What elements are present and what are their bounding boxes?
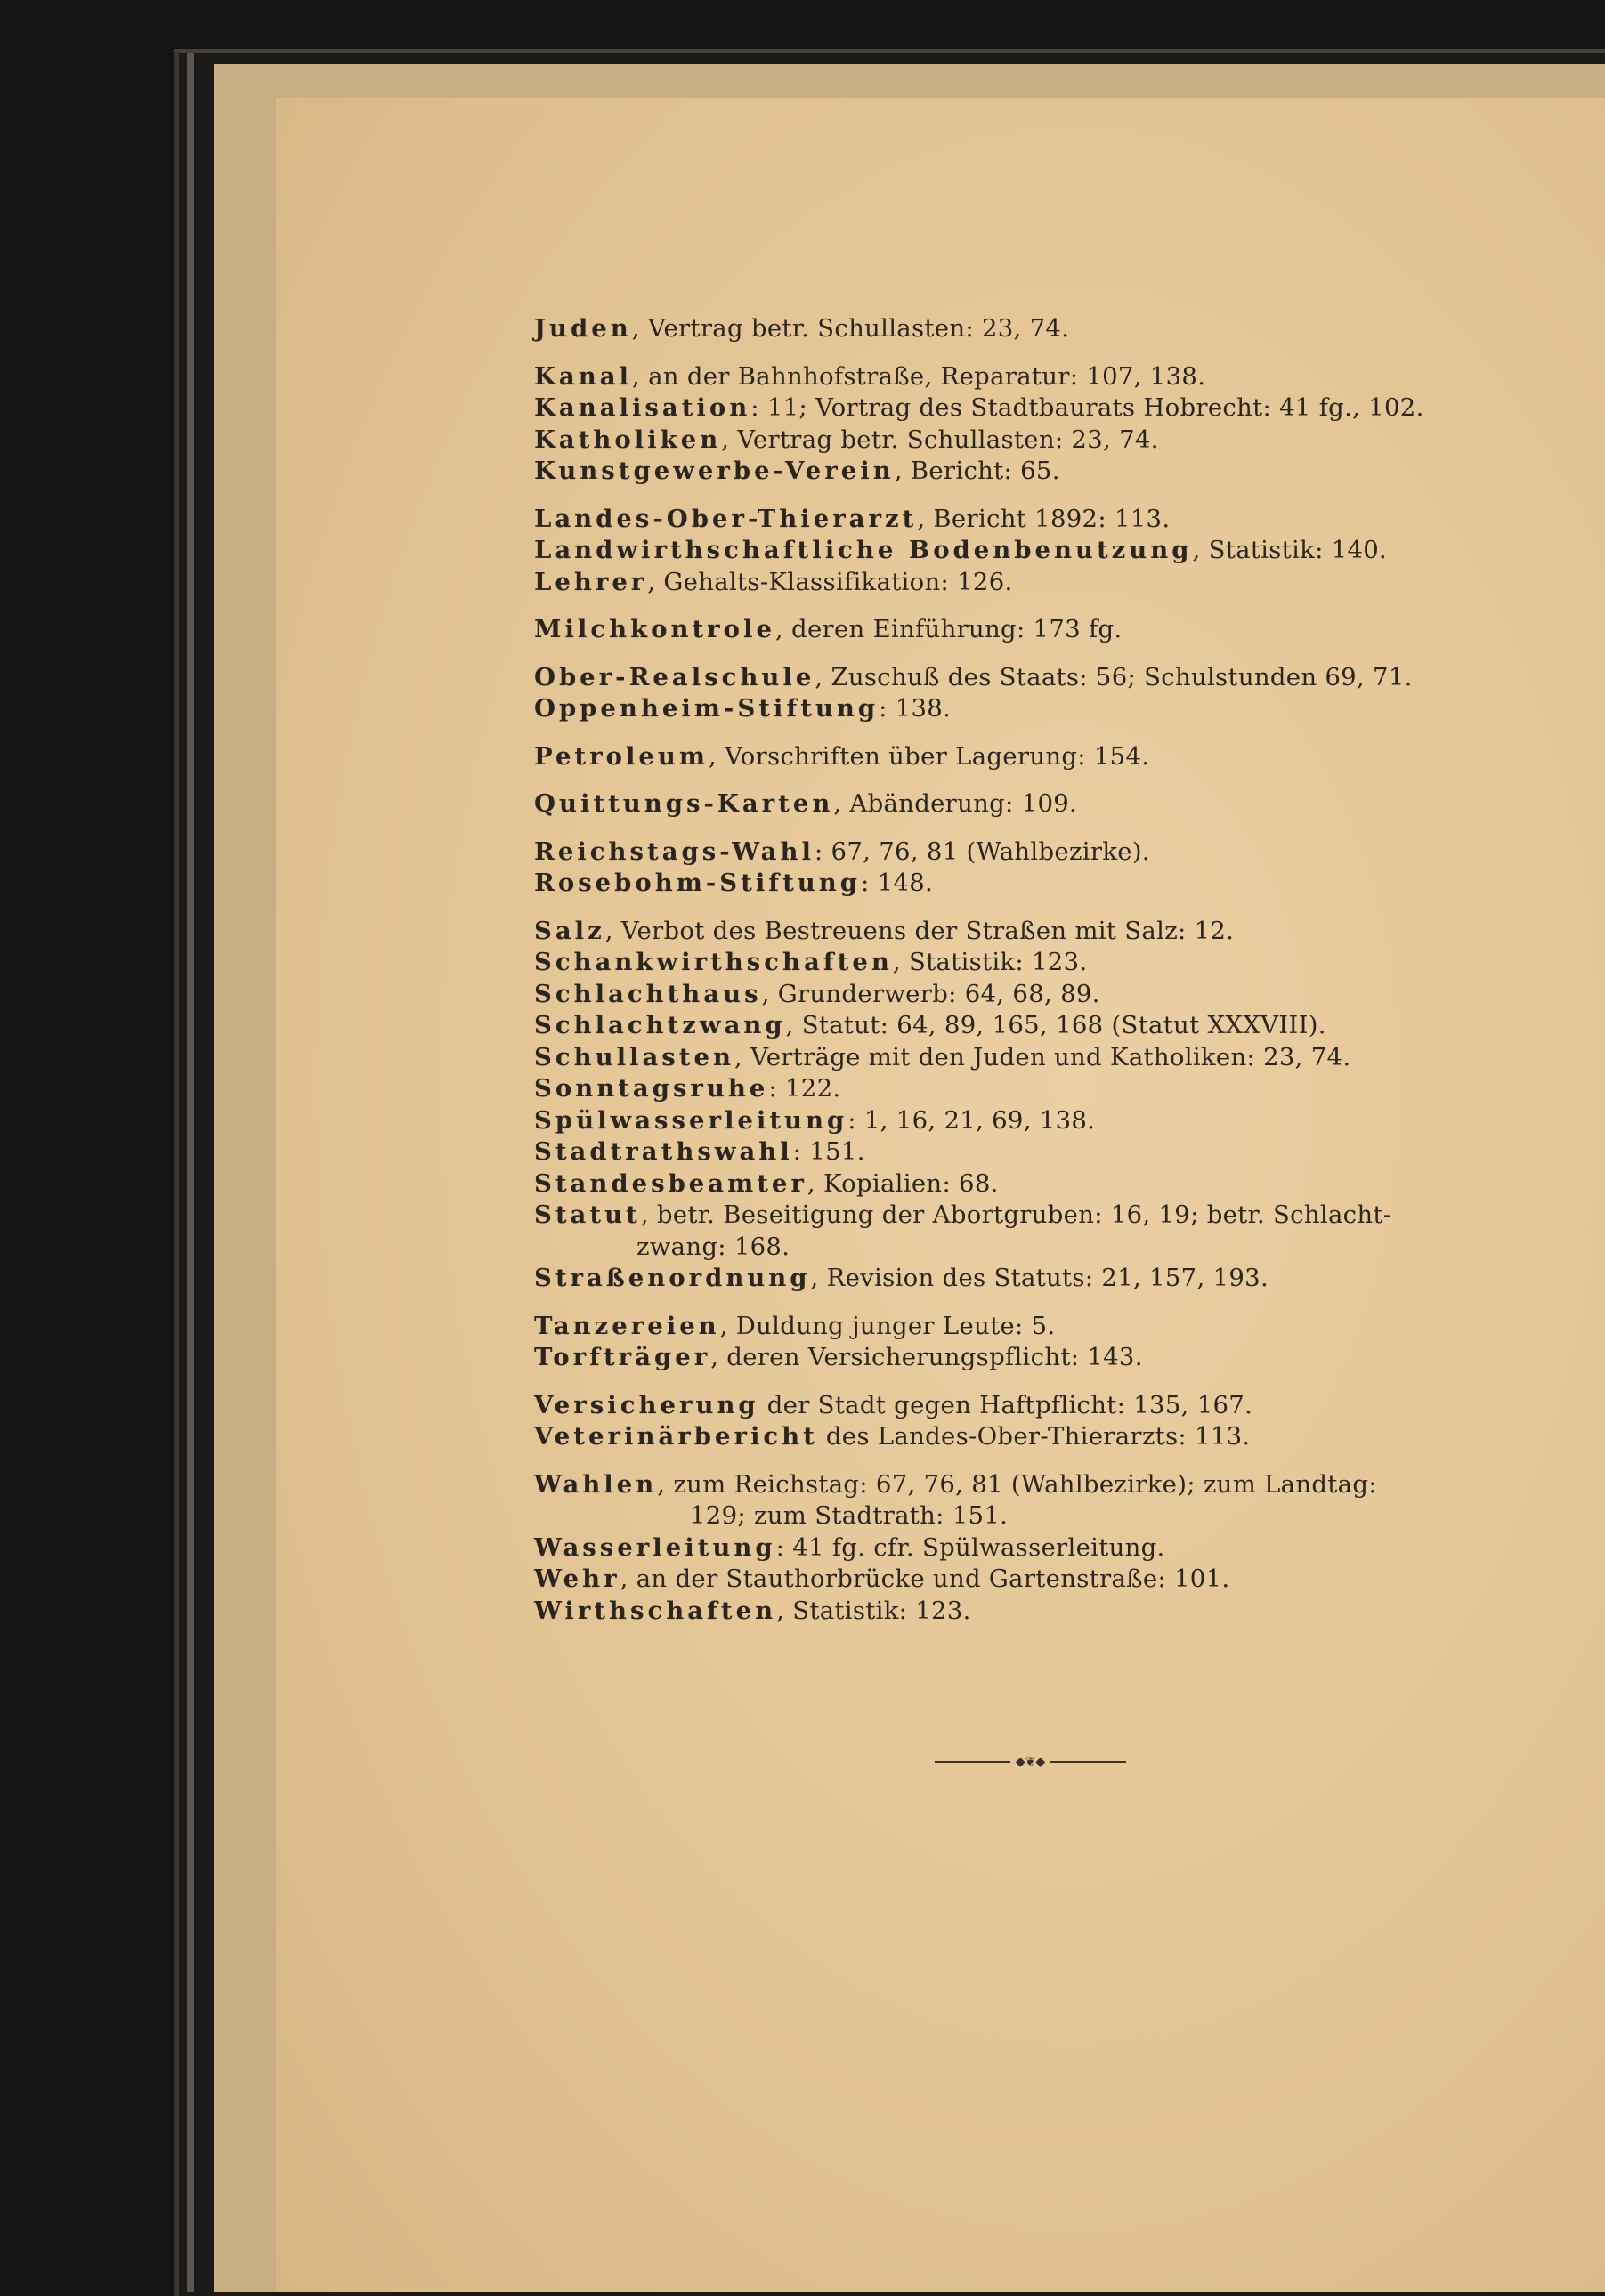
entry-head: Standesbeamter — [534, 1168, 807, 1198]
entry-text: der Stadt gegen Haftpflicht: 135, 167. — [766, 1390, 1253, 1419]
index-entry: Kanal, an der Bahnhofstraße, Reparatur: 107, 138. — [534, 361, 1206, 391]
entry-text: Bericht 1892: 113. — [933, 504, 1171, 533]
index-list — [534, 313, 1522, 1643]
entry-head: Wirthschaften — [534, 1596, 777, 1625]
entry-head: Schankwirthschaften — [534, 948, 893, 976]
index-group-j — [534, 313, 1522, 345]
entry-head: Schullasten — [534, 1042, 734, 1071]
entry-head: Tanzereien — [534, 1311, 720, 1340]
entry-text: betr. Beseitigung der Abortgruben: 16, 19; betr. Schlacht- — [656, 1201, 1392, 1229]
index-group-r — [534, 837, 1522, 900]
index-group-k — [534, 361, 1522, 488]
entry-head: Katholiken — [534, 424, 722, 454]
entry-head: Landes-Ober-Thierarzt — [534, 504, 918, 533]
entry-head: Kanal — [534, 361, 632, 391]
index-entry: Sonntagsruhe: 122. — [534, 1074, 841, 1103]
entry-head: Spülwasserleitung — [534, 1105, 848, 1135]
entry-text: deren Einführung: 173 fg. — [791, 615, 1123, 643]
entry-head: Kunstgewerbe-Verein — [534, 457, 895, 485]
ornament-rule-right — [1050, 1761, 1126, 1763]
entry-head: Wasserleitung — [534, 1532, 776, 1562]
index-group-m — [534, 614, 1522, 646]
entry-text: des Landes-Ober-Thierarzts: 113. — [825, 1422, 1251, 1451]
index-entry: Statut, betr. Beseitigung der Abortgruben: 16, 19; betr. Schlacht- zwang: 168. — [534, 1200, 1522, 1263]
entry-text: 67, 76, 81 (Wahlbezirke). — [831, 837, 1150, 866]
entry-head: Salz — [534, 916, 605, 945]
entry-text: Vorschriften über Lagerung: 154. — [725, 741, 1150, 771]
index-entry: Wahlen, zum Reichstag: 67, 76, 81 (Wahlbezirke); zum Landtag: 129; zum Stadtrath: 151. — [534, 1469, 1522, 1532]
index-entry: Ober-Realschule, Zuschuß des Staats: 56; Schulstunden 69, 71. — [534, 662, 1413, 691]
index-entry: Torfträger, deren Versicherungspflicht: 143. — [534, 1343, 1143, 1371]
entry-text: Verbot des Bestreuens der Straßen mit Salz: 12. — [620, 916, 1235, 945]
ornament-glyph: ◆❦◆ — [1015, 1755, 1046, 1769]
entry-text: Gehalts-Klassifikation: 126. — [663, 567, 1013, 596]
entry-head: Wahlen — [534, 1469, 658, 1499]
index-entry: Wirthschaften, Statistik: 123. — [534, 1596, 971, 1625]
index-entry: Rosebohm-Stiftung: 148. — [534, 869, 934, 897]
index-entry: Oppenheim-Stiftung: 138. — [534, 694, 952, 723]
entry-head: Wehr — [534, 1564, 620, 1593]
entry-head: Rosebohm-Stiftung — [534, 869, 862, 897]
index-entry: Wehr, an der Stauthorbrücke und Gartenstraße: 101. — [534, 1564, 1230, 1593]
index-group-w — [534, 1469, 1522, 1628]
entry-continuation: 129; zum Stadtrath: 151. — [690, 1501, 1009, 1530]
entry-text: an der Stauthorbrücke und Gartenstraße: 101. — [636, 1564, 1230, 1593]
index-entry: Salz, Verbot des Bestreuens der Straßen mit Salz: 12. — [534, 916, 1235, 945]
index-entry: Tanzereien, Duldung junger Leute: 5. — [534, 1311, 1056, 1340]
entry-text: Verträge mit den Juden und Katholiken: 23, 74. — [750, 1042, 1351, 1071]
end-ornament — [935, 1753, 1126, 1771]
entry-text: 151. — [809, 1137, 865, 1166]
entry-head: Versicherung — [534, 1390, 759, 1419]
entry-head: Torfträger — [534, 1343, 711, 1371]
entry-text: Revision des Statuts: 21, 157, 193. — [826, 1264, 1269, 1292]
entry-text: zum Reichstag: 67, 76, 81 (Wahlbezirke); zum Landtag: — [673, 1469, 1377, 1499]
index-entry — [534, 1390, 1522, 1422]
index-entry: Schullasten, Verträge mit den Juden und Katholiken: 23, 74. — [534, 1042, 1351, 1071]
entry-text: 1, 16, 21, 69, 138. — [863, 1105, 1096, 1135]
entry-text: 11; Vortrag des Stadtbaurats Hobrecht: 41 fg., 102. — [766, 393, 1424, 422]
entry-continuation: zwang: 168. — [636, 1232, 790, 1261]
entry-text: Vertrag betr. Schullasten: 23, 74. — [647, 314, 1070, 343]
index-group-p — [534, 741, 1522, 773]
entry-text: Zuschuß des Staats: 56; Schulstunden 69, 71. — [831, 662, 1413, 691]
entry-head: Straßenordnung — [534, 1264, 811, 1292]
index-entry: Standesbeamter, Kopialien: 68. — [534, 1168, 999, 1198]
index-entry: Landes-Ober-Thierarzt, Bericht 1892: 113. — [534, 504, 1171, 533]
entry-head: Petroleum — [534, 741, 709, 771]
index-group-v — [534, 1390, 1522, 1453]
entry-head: Statut — [534, 1201, 641, 1229]
entry-head: Lehrer — [534, 567, 648, 596]
entry-text: an der Bahnhofstraße, Reparatur: 107, 138. — [648, 361, 1206, 391]
entry-head: Landwirthschaftliche Bodenbenutzung — [534, 536, 1193, 564]
entry-text: Bericht: 65. — [910, 457, 1060, 485]
index-entry: Schlachthaus, Grunderwerb: 64, 68, 89. — [534, 979, 1100, 1008]
index-group-l — [534, 504, 1522, 599]
entry-head: Milchkontrole — [534, 615, 775, 643]
index-entry — [534, 1421, 1522, 1453]
cover-edge — [187, 53, 194, 2292]
entry-text: Statut: 64, 89, 165, 168 (Statut XXXVIII). — [801, 1011, 1326, 1039]
index-group-s — [534, 916, 1522, 1295]
entry-text: Statistik: 123. — [908, 948, 1088, 976]
ornament-rule-left — [935, 1761, 1010, 1763]
index-entry: Reichstags-Wahl: 67, 76, 81 (Wahlbezirke). — [534, 837, 1150, 866]
entry-text: Vertrag betr. Schullasten: 23, 74. — [737, 424, 1159, 454]
index-entry: Schlachtzwang, Statut: 64, 89, 165, 168 (Statut XXXVIII). — [534, 1011, 1326, 1039]
index-entry: Juden, Vertrag betr. Schullasten: 23, 74. — [534, 314, 1070, 343]
entry-text: 41 fg. cfr. Spülwasserleitung. — [792, 1532, 1165, 1562]
index-entry: Wasserleitung: 41 fg. cfr. Spülwasserleitung. — [534, 1532, 1165, 1562]
entry-text: 148. — [877, 869, 934, 897]
index-entry: Landwirthschaftliche Bodenbenutzung, Statistik: 140. — [534, 536, 1388, 564]
index-entry: Straßenordnung, Revision des Statuts: 21, 157, 193. — [534, 1264, 1269, 1292]
index-entry: Stadtrathswahl: 151. — [534, 1137, 865, 1166]
entry-head: Reichstags-Wahl — [534, 837, 815, 866]
index-entry: Katholiken, Vertrag betr. Schullasten: 23, 74. — [534, 424, 1159, 454]
entry-head: Veterinärbericht — [534, 1422, 818, 1451]
index-group-q — [534, 788, 1522, 821]
index-entry: Kanalisation: 11; Vortrag des Stadtbaurats Hobrecht: 41 fg., 102. — [534, 393, 1424, 422]
entry-text: Statistik: 123. — [792, 1596, 971, 1625]
entry-head: Ober-Realschule — [534, 662, 815, 691]
entry-head: Sonntagsruhe — [534, 1074, 769, 1103]
entry-head: Juden — [534, 314, 632, 343]
index-entry: Spülwasserleitung: 1, 16, 21, 69, 138. — [534, 1105, 1096, 1135]
index-entry: Milchkontrole, deren Einführung: 173 fg. — [534, 615, 1123, 643]
entry-head: Oppenheim-Stiftung — [534, 694, 880, 723]
index-group-t — [534, 1311, 1522, 1374]
entry-text: deren Versicherungspflicht: 143. — [726, 1343, 1143, 1371]
entry-head: Kanalisation — [534, 393, 751, 422]
entry-text: Abänderung: 109. — [849, 789, 1078, 818]
entry-text: 138. — [895, 694, 952, 723]
entry-text: Grunderwerb: 64, 68, 89. — [777, 979, 1100, 1008]
entry-text: Kopialien: 68. — [823, 1168, 999, 1198]
entry-text: 122. — [785, 1074, 841, 1103]
index-entry: Kunstgewerbe-Verein, Bericht: 65. — [534, 457, 1060, 485]
index-entry: Lehrer, Gehalts-Klassifikation: 126. — [534, 567, 1013, 596]
entry-head: Quittungs-Karten — [534, 789, 834, 818]
index-entry: Schankwirthschaften, Statistik: 123. — [534, 948, 1088, 976]
entry-text: Statistik: 140. — [1208, 536, 1388, 564]
entry-head: Schlachthaus — [534, 979, 762, 1008]
index-entry: Quittungs-Karten, Abänderung: 109. — [534, 789, 1078, 818]
index-group-o — [534, 662, 1522, 725]
entry-text: Duldung junger Leute: 5. — [735, 1311, 1056, 1340]
entry-head: Schlachtzwang — [534, 1011, 786, 1039]
index-entry: Petroleum, Vorschriften über Lagerung: 154. — [534, 741, 1150, 771]
entry-head: Stadtrathswahl — [534, 1137, 793, 1166]
